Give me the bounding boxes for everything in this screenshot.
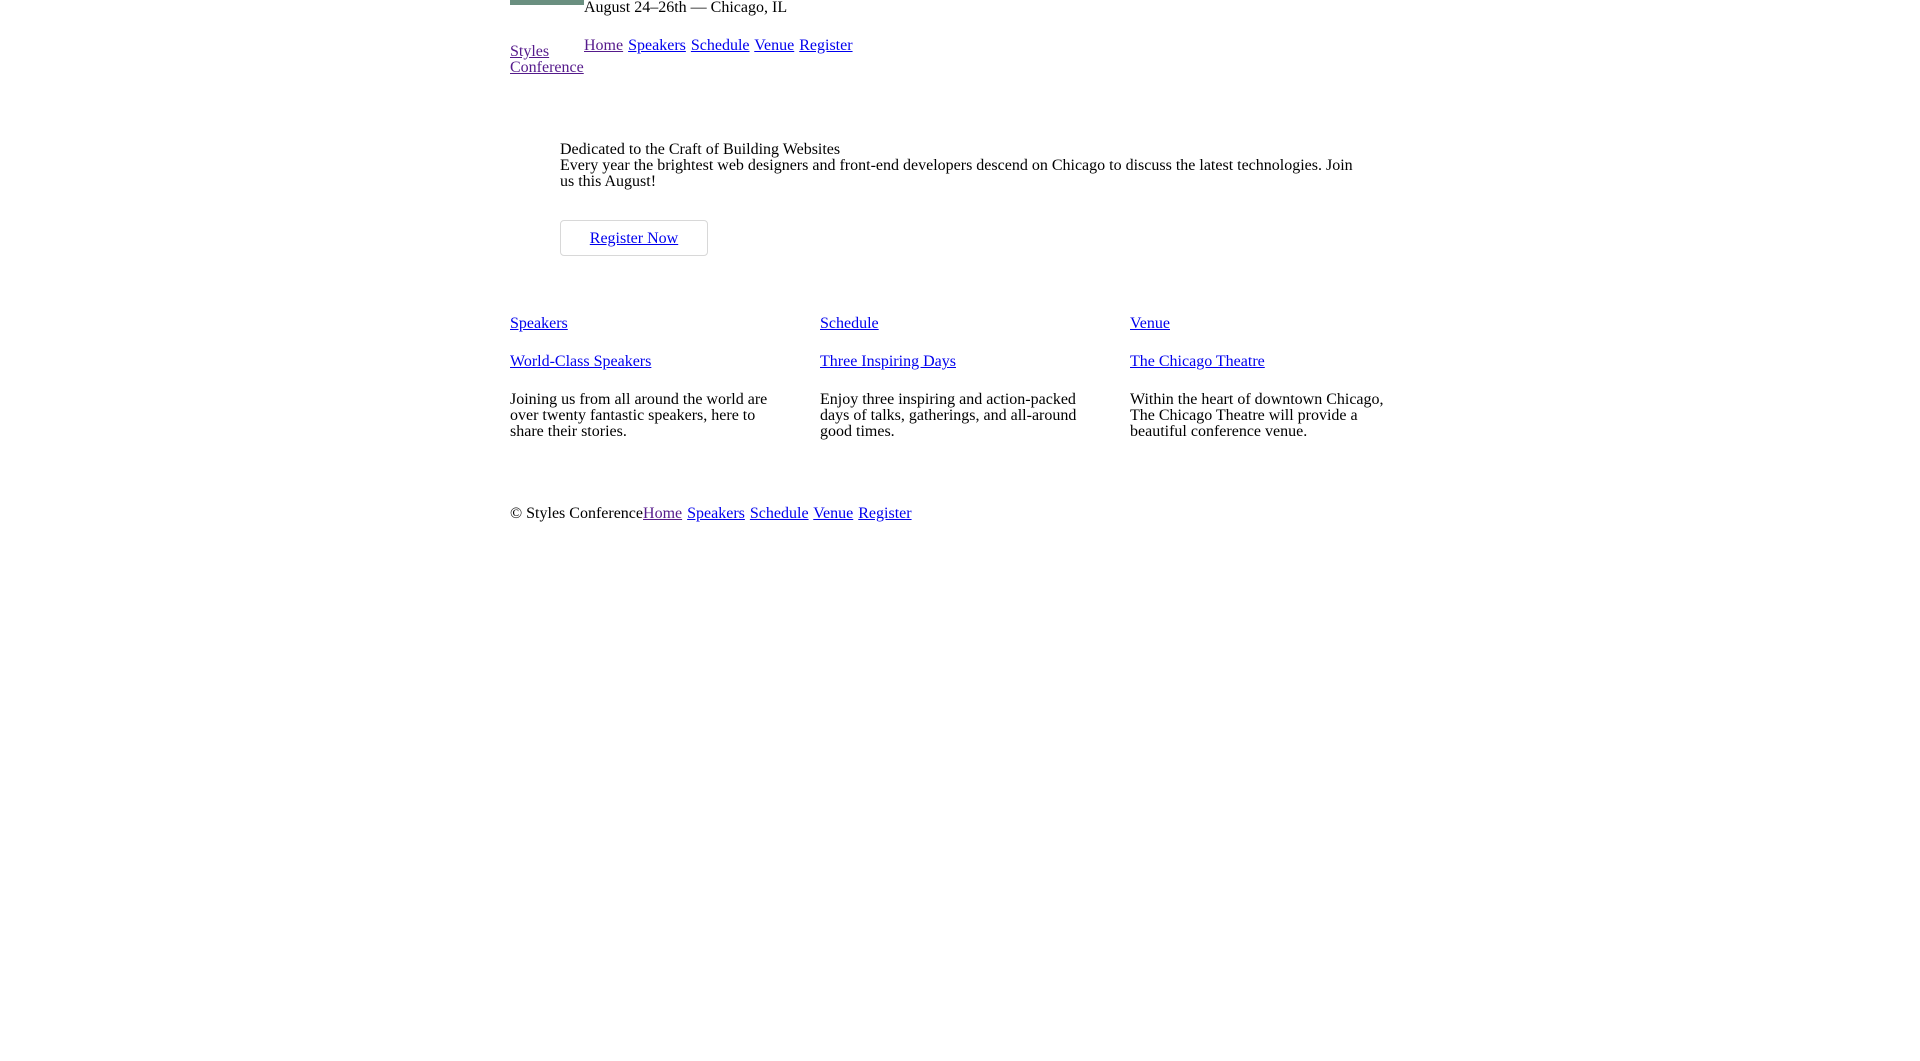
footer-nav-schedule[interactable]: Schedule	[749, 505, 809, 522]
teaser-venue	[1130, 316, 1410, 440]
teaser-text: Joining us from all around the world are over twenty fantastic speakers, here to share their stories.	[510, 391, 768, 440]
logo-line-1: Styles	[510, 43, 550, 60]
primary-nav	[584, 38, 854, 54]
footer-nav-speakers[interactable]: Speakers	[687, 505, 745, 522]
teaser-speakers	[510, 316, 790, 440]
teaser-text: Within the heart of downtown Chicago, The Chicago Theatre will provide a beautiful conference venue.	[1130, 391, 1384, 440]
nav-home[interactable]: Home	[584, 37, 624, 54]
teaser-category-link[interactable]: Schedule	[820, 315, 879, 332]
hero-title: Dedicated to the Craft of Building Websites	[560, 141, 841, 158]
nav-speakers[interactable]: Speakers	[628, 37, 686, 54]
site-footer	[510, 506, 913, 522]
logo-link[interactable]	[510, 44, 586, 76]
footer-nav-home[interactable]: Home	[643, 505, 683, 522]
footer-nav-register[interactable]: Register	[858, 505, 912, 522]
copyright: © Styles Conference	[510, 505, 644, 522]
hero-section	[560, 142, 1360, 256]
event-tagline: August 24–26th — Chicago, IL	[584, 0, 788, 16]
register-now-button[interactable]: Register Now	[560, 220, 708, 256]
nav-venue[interactable]: Venue	[754, 37, 795, 54]
logo-line-2: Conference	[510, 59, 584, 76]
footer-nav-venue[interactable]: Venue	[813, 505, 854, 522]
teaser-title-link[interactable]: The Chicago Theatre	[1130, 353, 1265, 370]
hero-text: Every year the brightest web designers and front-end developers descend on Chicago to discuss the latest technologies. Join us this August!	[560, 157, 1353, 190]
nav-register[interactable]: Register	[799, 37, 853, 54]
teaser-category-link[interactable]: Venue	[1130, 315, 1170, 332]
teaser-category-link[interactable]: Speakers	[510, 315, 568, 332]
teaser-title-link[interactable]: Three Inspiring Days	[820, 353, 956, 370]
logo-bar	[510, 0, 584, 5]
teaser-text: Enjoy three inspiring and action-packed days of talks, gatherings, and all-around good times.	[820, 391, 1077, 440]
teaser-title-link[interactable]: World-Class Speakers	[510, 353, 652, 370]
nav-schedule[interactable]: Schedule	[690, 37, 750, 54]
teaser-schedule	[820, 316, 1100, 440]
